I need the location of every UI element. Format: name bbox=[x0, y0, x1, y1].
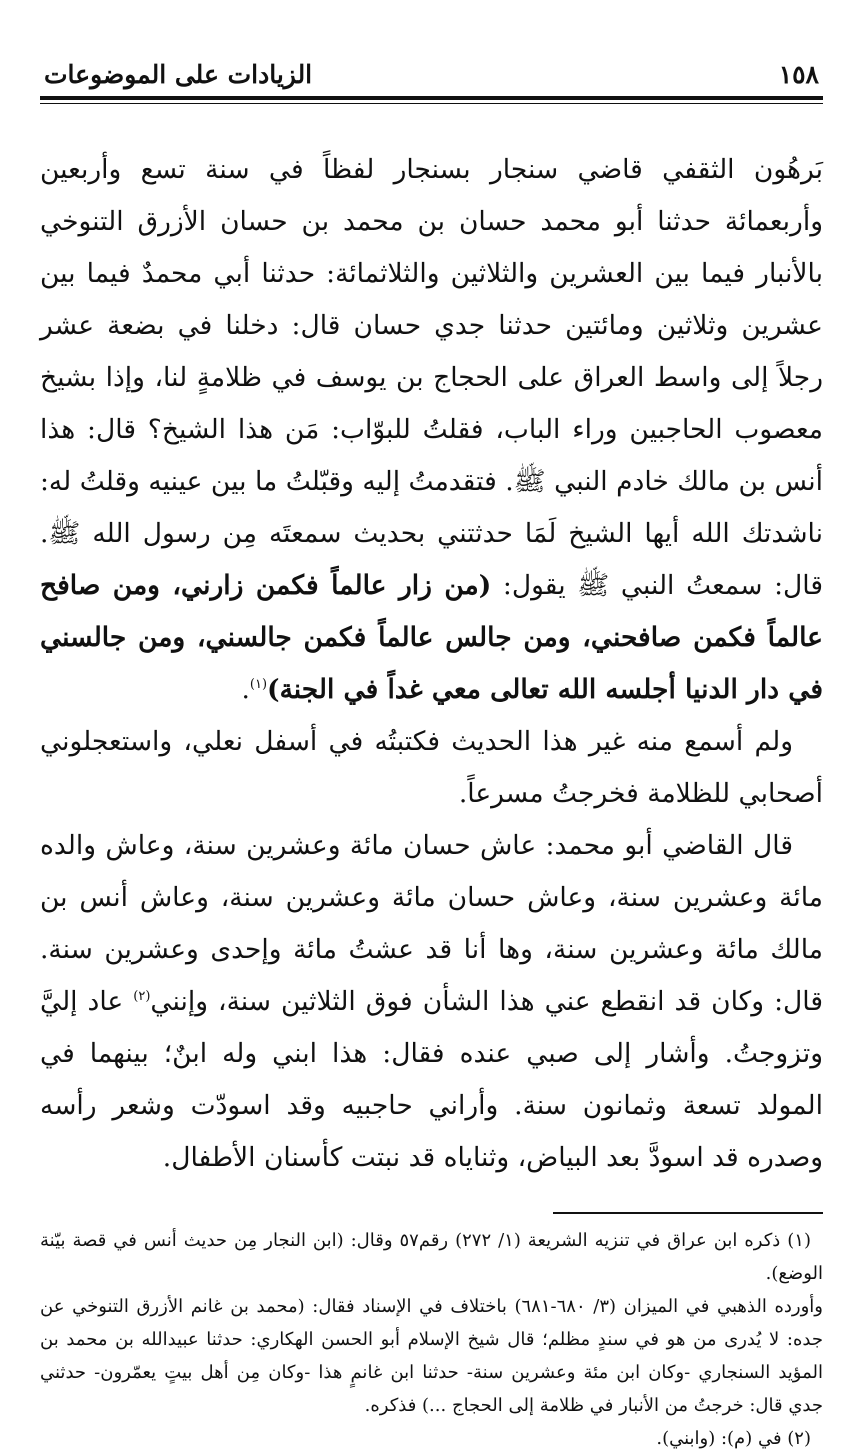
running-header bbox=[40, 52, 823, 90]
footnotes bbox=[40, 1224, 823, 1455]
paragraph-1 bbox=[40, 144, 823, 716]
footnote-2: (٢) في (م): (وابني). bbox=[656, 1427, 811, 1449]
footnote-1-continued: وأورده الذهبي في الميزان (٣/ ٦٨٠-٦٨١) باختلاف في الإسناد فقال: (محمد بن غانم الأزرق التنوخي عن جده: لا يُدرى من هو في سندٍ مظلم؛ قال شيخ الإسلام أبو الحسن الهكاري: حدثنا عبيدالله بن محمد بن المؤيد السنجاري -وكان ابن مئة وعشرين سنة- حدثنا ابن غانمٍ هذا -وكان مِن أهل بيتٍ يعمّرون- حدثني جدي قال: خرجتُ من الأنبار في ظلامة إلى الحجاج ...) فذكره. bbox=[40, 1295, 823, 1416]
running-title: الزيادات على الموضوعات bbox=[44, 60, 313, 89]
footnote-ref-2: (٢) bbox=[133, 989, 151, 1005]
page-number: ١٥٨ bbox=[778, 60, 819, 89]
footnote-separator bbox=[553, 1212, 823, 1214]
paragraph-1-end: . bbox=[241, 674, 250, 705]
hadith-quote: (من زار عالماً فكمن زارني، ومن صافح عالماً فكمن صافحني، ومن جالس عالماً فكمن جالسني، ومن جالسني في دار الدنيا أجلسه الله تعالى معي غداً في الجنة) bbox=[40, 570, 823, 705]
paragraph-3-text-b: عاد إليَّ وتزوجتُ. وأشار إلى صبي عنده فقال: هذا ابني وله ابنٌ؛ بينهما في المولد تسعة وثمانون سنة. وأراني حاجبيه وقد اسودّت وشعر رأسه وصدره قد اسودَّ بعد البياض، وثناياه قد نبتت كأسنان الأطفال. bbox=[40, 986, 823, 1173]
paragraph-1-text: بَرهُون الثقفي قاضي سنجار بسنجار لفظاً في سنة تسع وأربعين وأربعمائة حدثنا أبو محمد حسان بن محمد بن حسان الأزرق التنوخي بالأنبار فيما بين العشرين والثلاثين والثلاثمائة: حدثنا أبي محمدٌ فيما بين عشرين وثلاثين ومائتين حدثنا جدي حسان قال: دخلنا في بضعة عشر رجلاً إلى واسط العراق على الحجاج بن يوسف في ظلامةٍ لنا، وإذا بشيخ معصوب الحاجبين وراء الباب، فقلتُ للبوّاب: مَن هذا الشيخ؟ قال: هذا أنس بن مالك خادم النبي ﷺ. فتقدمتُ إليه وقبّلتُ ما بين عينيه وقلتُ له: ناشدتك الله أيها الشيخ لَمَا حدثتني بحديث سمعتَه مِن رسول الله ﷺ. قال: سمعتُ النبي ﷺ يقول: bbox=[40, 154, 823, 601]
footnote-ref-1: (١) bbox=[249, 677, 268, 693]
main-text bbox=[40, 144, 823, 1184]
paragraph-2: ولم أسمع منه غير هذا الحديث فكتبتُه في أسفل نعلي، واستعجلوني أصحابي للظلامة فخرجتُ مسرعاً. bbox=[40, 726, 823, 809]
paragraph-3-text-a: قال القاضي أبو محمد: عاش حسان مائة وعشرين سنة، وعاش والده مائة وعشرين سنة، وعاش حسان مائة وعشرين سنة، وعاش أنس بن مالك مائة وعشرين سنة، وها أنا قد عشتُ مائة وإحدى وعشرين سنة. قال: وكان قد انقطع عني هذا الشأن فوق الثلاثين سنة، وإنني bbox=[40, 830, 824, 1017]
header-rule-thin bbox=[40, 103, 823, 104]
footnote-1: (١) ذكره ابن عراق في تنزيه الشريعة (١/ ٢٧٢) رقم٥٧ وقال: (ابن النجار مِن حديث أنس في قصة بيّنة الوضع). bbox=[40, 1229, 823, 1284]
header-rule-thick bbox=[40, 96, 823, 100]
paragraph-3 bbox=[40, 820, 823, 1184]
